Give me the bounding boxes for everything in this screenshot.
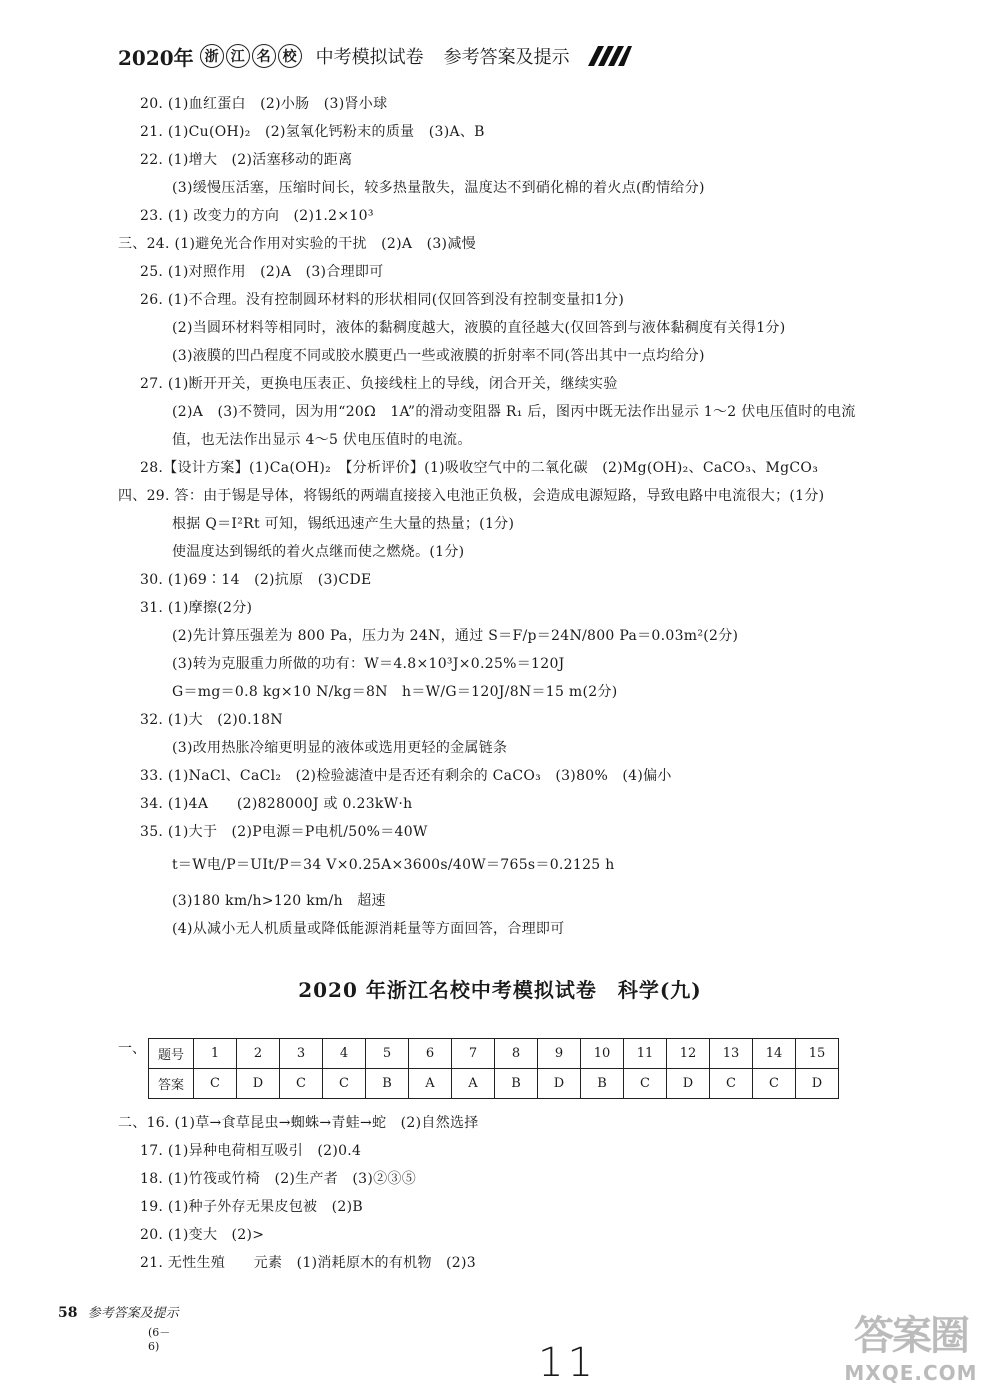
answer-cell: B — [581, 1069, 624, 1099]
answer-line: 21. 无性生殖 元素 (1)消耗原木的有机物 (2)3 — [140, 1255, 476, 1271]
answer-line: 三、24. (1)避免光合作用对实验的干扰 (2)A (3)减慢 — [118, 236, 476, 252]
answer-line: 30. (1)69∶14 (2)抗原 (3)CDE — [140, 572, 372, 588]
page-number: 58 — [58, 1305, 78, 1321]
answer-line: 34. (1)4A (2)828000J 或 0.23kW·h — [140, 796, 413, 812]
answer-cell: D — [796, 1069, 839, 1099]
question-number-cell: 8 — [495, 1039, 538, 1069]
question-number-cell: 13 — [710, 1039, 753, 1069]
answer-cell: C — [710, 1069, 753, 1099]
answer-line: 31. (1)摩擦(2分) — [140, 600, 253, 616]
answer-line: 25. (1)对照作用 (2)A (3)合理即可 — [140, 264, 384, 280]
answer-line: 27. (1)断开开关，更换电压表正、负接线柱上的导线，闭合开关，继续实验 — [140, 376, 618, 392]
question-number-cell: 5 — [366, 1039, 409, 1069]
question-number-cell: 9 — [538, 1039, 581, 1069]
question-number-cell: 15 — [796, 1039, 839, 1069]
answer-line: G＝mg＝0.8 kg×10 N/kg＝8N h＝W/G＝120J/8N＝15 m(2分) — [172, 684, 618, 700]
answer-line: (3)改用热胀冷缩更明显的液体或选用更轻的金属链条 — [172, 740, 508, 756]
answer-line: 17. (1)异种电荷相互吸引 (2)0.4 — [140, 1143, 362, 1159]
answer-cell: B — [495, 1069, 538, 1099]
watermark-logo — [836, 1304, 986, 1385]
answer-line: t＝W电/P＝UIt/P＝34 V×0.25A×3600s/40W＝765s＝0.2125 h — [172, 857, 615, 873]
answer-line: (4)从减小无人机质量或降低能源消耗量等方面回答，合理即可 — [172, 921, 565, 937]
question-number-cell: 2 — [237, 1039, 280, 1069]
question-number-cell: 7 — [452, 1039, 495, 1069]
answer-cell: D — [667, 1069, 710, 1099]
answer-line: 23. (1) 改变力的方向 (2)1.2×10³ — [140, 208, 374, 224]
table-row — [149, 1069, 839, 1099]
answer-cell: D — [538, 1069, 581, 1099]
answer-cell: A — [409, 1069, 452, 1099]
answer-line: 18. (1)竹筏或竹椅 (2)生产者 (3)②③⑤ — [140, 1171, 417, 1187]
answer-table — [148, 1038, 839, 1099]
question-number-cell: 11 — [624, 1039, 667, 1069]
seal-char: 江 — [226, 44, 250, 68]
page-footer — [58, 1302, 179, 1353]
answer-line: 21. (1)Cu(OH)₂ (2)氢氧化钙粉末的质量 (3)A、B — [140, 124, 485, 140]
answer-cell: D — [237, 1069, 280, 1099]
question-number-cell: 3 — [280, 1039, 323, 1069]
answer-line: 28.【设计方案】(1)Ca(OH)₂ 【分析评价】(1)吸收空气中的二氧化碳 (2)Mg(OH)₂、CaCO₃、MgCO₃ — [140, 460, 819, 476]
question-number-cell: 14 — [753, 1039, 796, 1069]
answer-line: 26. (1)不合理。没有控制圆环材料的形状相同(仅回答到没有控制变量扣1分) — [140, 292, 625, 308]
watermark-text: 答案圈 — [854, 1313, 968, 1359]
footer-label: 参考答案及提示 — [87, 1306, 179, 1321]
row-label: 答案 — [149, 1069, 194, 1099]
answer-cell: C — [753, 1069, 796, 1099]
answer-line: 19. (1)种子外存无果皮包被 (2)B — [140, 1199, 363, 1215]
seal-char: 校 — [278, 44, 302, 68]
handwritten-mark: 11 — [538, 1340, 597, 1386]
answer-line: (2)先计算压强差为 800 Pa，压力为 24N，通过 S＝F/p＝24N/800 Pa＝0.03m²(2分) — [172, 628, 739, 644]
answer-line: (2)A (3)不赞同，因为用“20Ω 1A”的滑动变阻器 R₁ 后，图丙中既无法作出显示 1～2 伏电压值时的电流 — [172, 404, 856, 420]
question-number-cell: 6 — [409, 1039, 452, 1069]
answer-cell: C — [624, 1069, 667, 1099]
question-number-cell: 1 — [194, 1039, 237, 1069]
question-number-cell: 12 — [667, 1039, 710, 1069]
school-seal — [200, 44, 302, 68]
answer-line: (3)180 km/h>120 km/h 超速 — [172, 893, 386, 909]
seal-char: 名 — [252, 44, 276, 68]
seal-char: 浙 — [200, 44, 224, 68]
answer-cell: C — [194, 1069, 237, 1099]
watermark-url: MXQE.COM — [844, 1361, 978, 1385]
footer-sub: (6－6) — [148, 1326, 171, 1353]
answer-line: (3)缓慢压活塞，压缩时间长，较多热量散失，温度达不到硝化棉的着火点(酌情给分) — [172, 180, 705, 196]
table-row — [149, 1039, 839, 1069]
answer-line: (3)液膜的凹凸程度不同或胶水膜更凸一些或液膜的折射率不同(答出其中一点均给分) — [172, 348, 705, 364]
answer-cell: C — [280, 1069, 323, 1099]
answer-cell: A — [452, 1069, 495, 1099]
question-number-cell: 4 — [323, 1039, 366, 1069]
answer-line: 20. (1)变大 (2)> — [140, 1227, 265, 1243]
page-header — [118, 36, 632, 76]
section-title: 2020 年浙江名校中考模拟试卷 科学(九) — [298, 978, 702, 1002]
answer-cell: B — [366, 1069, 409, 1099]
answer-line: 20. (1)血红蛋白 (2)小肠 (3)肾小球 — [140, 96, 388, 112]
question-number-cell: 10 — [581, 1039, 624, 1069]
answer-line: (3)转为克服重力所做的功有：W＝4.8×10³J×0.25%＝120J — [172, 656, 565, 672]
answer-line: 值，也无法作出显示 4～5 伏电压值时的电流。 — [172, 432, 472, 448]
header-year: 2020年 — [118, 45, 194, 70]
section-one-label: 一、 — [118, 1041, 146, 1057]
header-exam: 中考模拟试卷 — [315, 47, 424, 68]
stripes-icon — [584, 46, 632, 66]
answer-line: 四、29. 答：由于锡是导体，将锡纸的两端直接接入电池正负极，会造成电源短路，导致电路中电流很大；(1分) — [118, 488, 825, 504]
row-label: 题号 — [149, 1039, 194, 1069]
answer-line: 33. (1)NaCl、CaCl₂ (2)检验滤渣中是否还有剩余的 CaCO₃ (3)80% (4)偏小 — [140, 768, 672, 784]
answer-line: 35. (1)大于 (2)P电源＝P电机/50%＝40W — [140, 824, 428, 840]
answer-line: 使温度达到锡纸的着火点继而使之燃烧。(1分) — [172, 544, 465, 560]
answer-line: 32. (1)大 (2)0.18N — [140, 712, 283, 728]
answer-line: 二、16. (1)草→食草昆虫→蜘蛛→青蛙→蛇 (2)自然选择 — [118, 1115, 479, 1131]
header-answers: 参考答案及提示 — [443, 47, 570, 68]
answer-line: (2)当圆环材料等相同时，液体的黏稠度越大，液膜的直径越大(仅回答到与液体黏稠度有关得1分) — [172, 320, 786, 336]
answer-line: 根据 Q＝I²Rt 可知，锡纸迅速产生大量的热量；(1分) — [172, 516, 515, 532]
answer-cell: C — [323, 1069, 366, 1099]
answer-line: 22. (1)增大 (2)活塞移动的距离 — [140, 152, 353, 168]
